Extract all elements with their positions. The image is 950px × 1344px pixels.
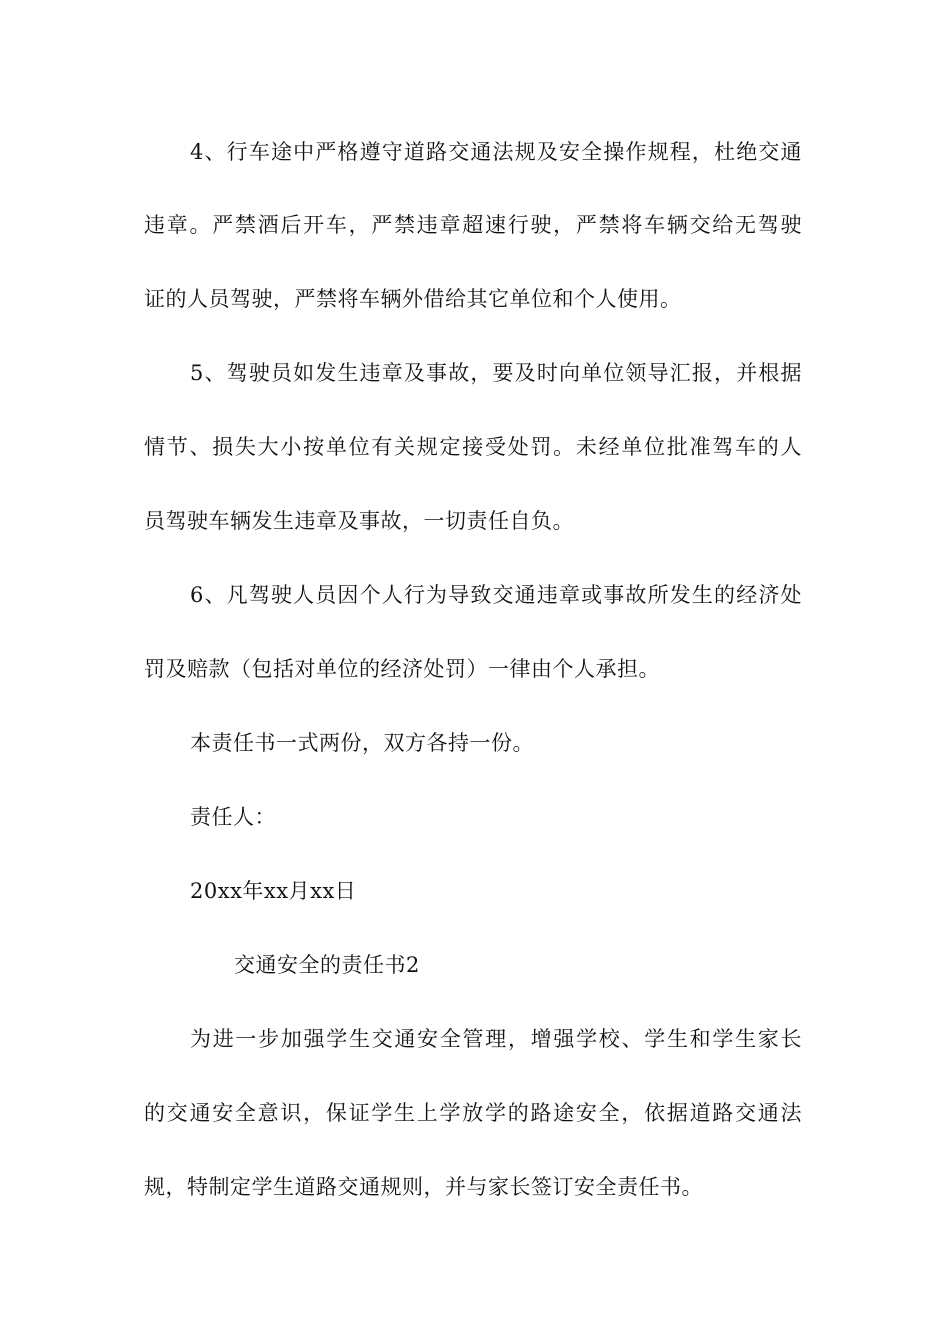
section-title: 交通安全的责任书2 <box>234 953 420 977</box>
paragraph-6-line-1: 6、凡驾驶人员因个人行为导致交通违章或事故所发生的经济处 <box>190 583 802 607</box>
paragraph-4-line-1: 4、行车途中严格遵守道路交通法规及安全操作规程，杜绝交通 <box>190 140 802 164</box>
date-line: 20xx年xx月xx日 <box>190 879 357 903</box>
paragraph-5-line-1: 5、驾驶员如发生违章及事故，要及时向单位领导汇报，并根据 <box>190 361 802 385</box>
intro-line-1: 为进一步加强学生交通安全管理，增强学校、学生和学生家长 <box>190 1027 802 1051</box>
intro-line-2: 的交通安全意识，保证学生上学放学的路途安全，依据道路交通法 <box>144 1101 802 1125</box>
intro-line-3: 规，特制定学生道路交通规则，并与家长签订安全责任书。 <box>144 1175 703 1199</box>
paragraph-5-line-2: 情节、损失大小按单位有关规定接受处罚。未经单位批准驾车的人 <box>144 435 802 459</box>
responsible-person-label: 责任人： <box>190 805 276 829</box>
paragraph-4-line-2: 违章。严禁酒后开车，严禁违章超速行驶，严禁将车辆交给无驾驶 <box>144 213 802 237</box>
paragraph-5-line-3: 员驾驶车辆发生违章及事故，一切责任自负。 <box>144 509 574 533</box>
paragraph-6-line-2: 罚及赔款（包括对单位的经济处罚）一律由个人承担。 <box>144 657 660 681</box>
paragraph-4-line-3: 证的人员驾驶，严禁将车辆外借给其它单位和个人使用。 <box>144 287 682 311</box>
copies-statement: 本责任书一式两份，双方各持一份。 <box>190 731 534 755</box>
